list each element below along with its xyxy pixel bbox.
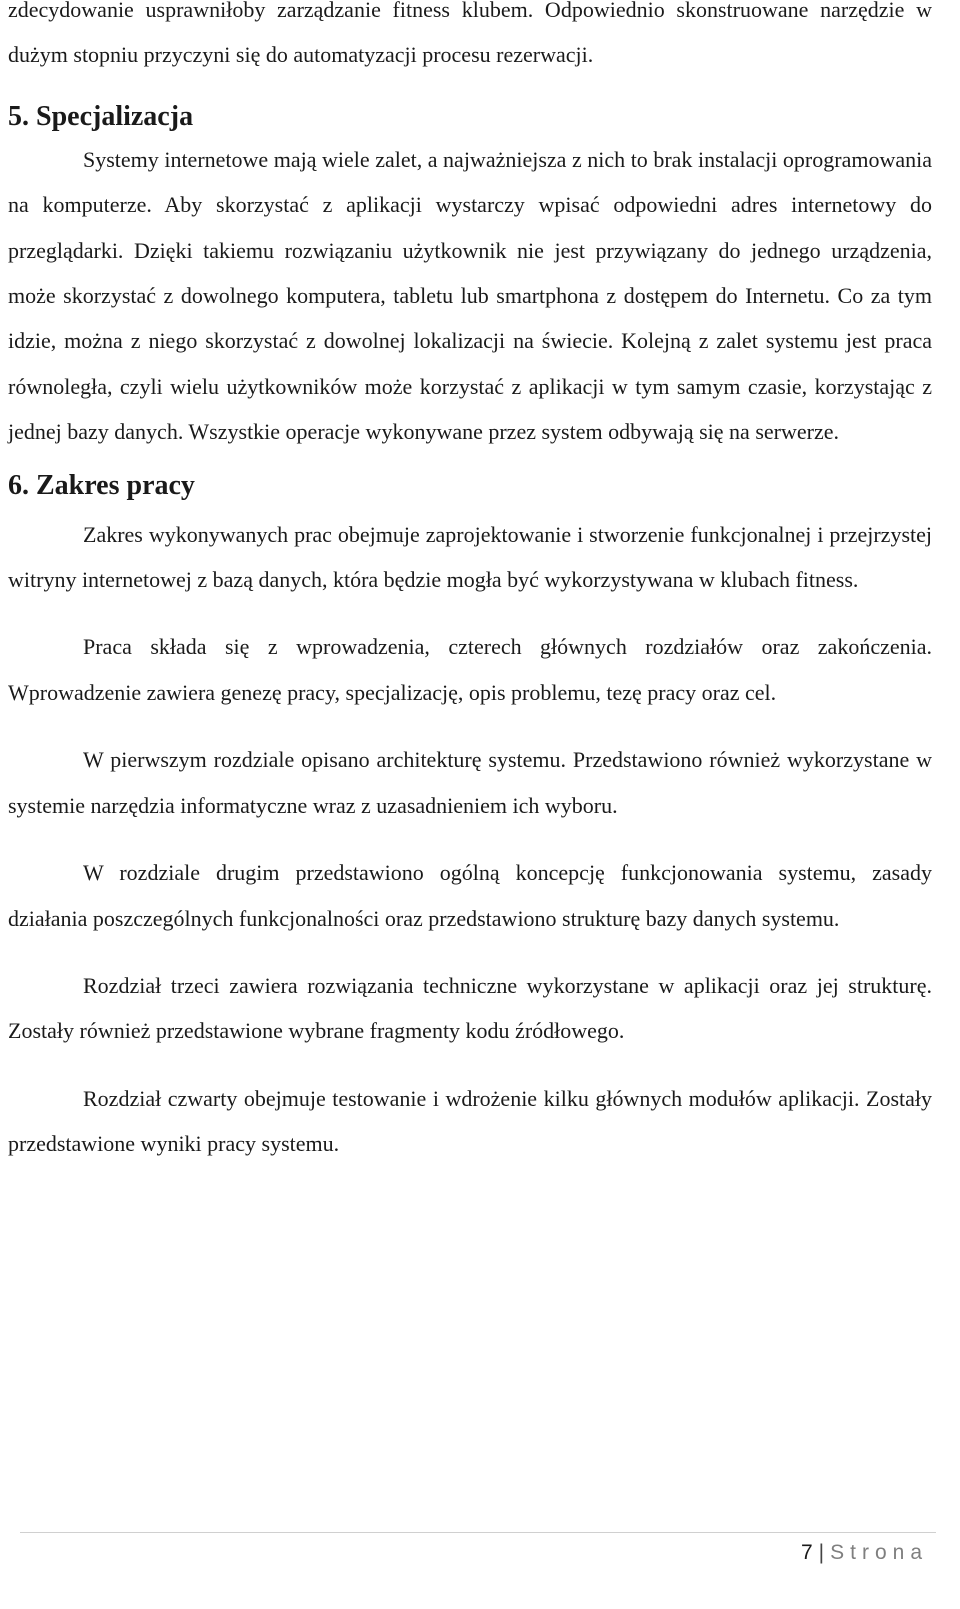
section-6-paragraph-1: Zakres wykonywanych prac obejmuje zaprojektowanie i stworzenie funkcjonalnej i przejrzystej witryny internetowej z bazą danych, która będzie mogła być wykorzystywana w klubach fitness. [8, 521, 932, 593]
footer-separator: | [818, 1541, 825, 1564]
section-5-heading: 5. Specjalizacja [8, 100, 194, 132]
footer-page-word: Strona [830, 1541, 928, 1564]
section-6-paragraph-2: Praca składa się z wprowadzenia, czterech głównych rozdziałów oraz zakończenia. Wprowadzenie zawiera genezę pracy, specjalizację, opis problemu, tezę pracy oraz cel. [8, 634, 932, 705]
page-footer [0, 1532, 936, 1564]
intro-fragment-paragraph: zdecydowanie usprawniłoby zarządzanie fitness klubem. Odpowiednio skonstruowane narzędzie w dużym stopniu przyczyni się do automatyzacji procesu rezerwacji. [8, 0, 932, 68]
section-6-heading: 6. Zakres pracy [8, 469, 195, 501]
section-5-paragraph: Systemy internetowe mają wiele zalet, a najważniejsza z nich to brak instalacji oprogramowania na komputerze. Aby skorzystać z aplikacji wystarczy wpisać odpowiedni adres internetowy do przeglądarki. Dzięki takiemu rozwiązaniu użytkownik nie jest przywiązany do jednego urządzenia, może skorzystać z dowolnego komputera, tabletu lub smartphona z dostępem do Internetu. Co za tym idzie, można z niego skorzystać z dowolnej lokalizacji na świecie. Kolejną z zalet systemu jest praca równoległa, czyli wielu użytkowników może korzystać z aplikacji w tym samym czasie, korzystając z jednej bazy danych. Wszystkie operacje wykonywane przez system odbywają się na serwerze. [8, 146, 932, 445]
section-6-paragraph-6: Rozdział czwarty obejmuje testowanie i wdrożenie kilku głównych modułów aplikacji. Zostały przedstawione wyniki pracy systemu. [8, 1085, 932, 1157]
page-number: 7 [800, 1541, 813, 1564]
section-6-paragraph-3: W pierwszym rozdziale opisano architekturę systemu. Przedstawiono również wykorzystane w systemie narzędzia informatyczne wraz z uzasadnieniem ich wyboru. [8, 747, 932, 818]
page-number-label [801, 1538, 928, 1568]
section-6-paragraph-4: W rozdziale drugim przedstawiono ogólną koncepcję funkcjonowania systemu, zasady działania poszczególnych funkcjonalności oraz przedstawiono strukturę bazy danych systemu. [8, 860, 932, 931]
footer-divider [20, 1532, 936, 1533]
document-page [8, 0, 932, 1167]
section-6-paragraph-5: Rozdział trzeci zawiera rozwiązania techniczne wykorzystane w aplikacji oraz jej strukturę. Zostały również przedstawione wybrane fragmenty kodu źródłowego. [8, 972, 932, 1044]
